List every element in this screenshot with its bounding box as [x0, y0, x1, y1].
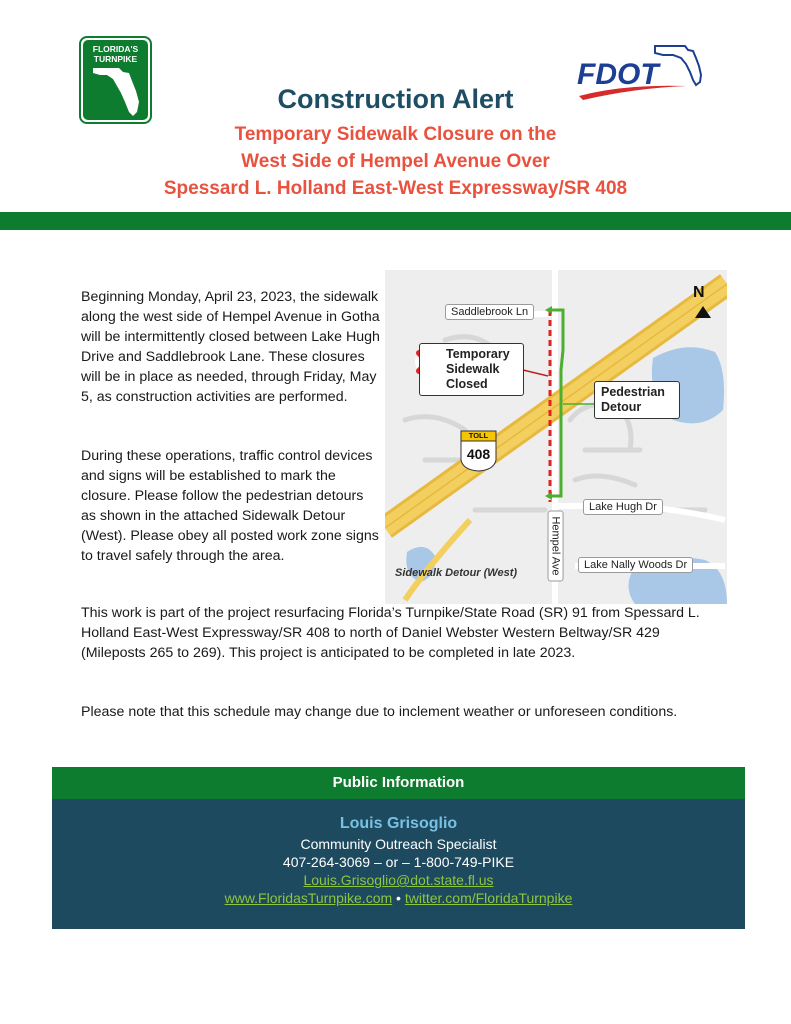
svg-text:FLORIDA'S: FLORIDA'S [92, 44, 139, 54]
public-information-heading: Public Information [52, 767, 745, 799]
web-links-row [52, 890, 745, 906]
schedule-note-paragraph: Please note that this schedule may change due to inclement weather or unforeseen conditions. [81, 704, 678, 720]
pedestrian-detour-callout: Pedestrian Detour [594, 381, 680, 419]
toll-label: TOLL [468, 431, 489, 440]
hempel-ave-label: Hempel Ave [548, 510, 564, 581]
public-information-panel [52, 799, 745, 929]
contact-name: Louis Grisoglio [339, 815, 458, 832]
contact-role: Community Outreach Specialist [300, 836, 497, 852]
website-link[interactable]: www.FloridasTurnpike.com [224, 890, 393, 906]
twitter-link[interactable]: twitter.com/FloridaTurnpike [404, 890, 573, 906]
lake-nally-woods-dr-label: Lake Nally Woods Dr [578, 557, 693, 573]
header-divider-bar [0, 212, 791, 230]
saddlebrook-ln-label: Saddlebrook Ln [445, 304, 534, 320]
contact-phone: 407-264-3069 – or – 1-800-749-PIKE [282, 854, 515, 870]
svg-text:FDOT: FDOT [577, 58, 659, 91]
subtitle-line-3: Spessard L. Holland East-West Expressway/SR 408 [163, 178, 628, 199]
subtitle-line-2: West Side of Hempel Avenue Over [241, 151, 550, 172]
north-indicator: N [693, 284, 705, 301]
subtitle-line-1: Temporary Sidewalk Closure on the [234, 124, 557, 145]
intro-paragraph: Beginning Monday, April 23, 2023, the sidewalk along the west side of Hempel Avenue in Gotha will be intermittently closed between Lake Hugh Drive and Saddlebrook Lane. These closures will be in place as needed, through Friday, May 5, as construction activities are performed. [81, 289, 380, 405]
project-paragraph: This work is part of the project resurfacing Florida’s Turnpike/State Road (SR) 91 from Spessard L. Holland East-West Expressway/SR 408 to north of Daniel Webster Western Beltway/SR 429 (Mileposts 265 to 269). This project is anticipated to be completed in late 2023. [81, 605, 700, 661]
operations-paragraph: During these operations, traffic control devices and signs will be established to mark the closure. Please follow the pedestrian detours as shown in the attached Sidewalk Detour (West). Please obey all posted work zone signs to travel safely through the area. [81, 448, 379, 564]
lake-hugh-dr-label: Lake Hugh Dr [583, 499, 663, 515]
svg-text:TURNPIKE: TURNPIKE [93, 54, 138, 64]
contact-email-link[interactable]: Louis.Grisoglio@dot.state.fl.us [303, 872, 494, 888]
sr-408-toll-shield [460, 430, 497, 472]
page-title: Construction Alert [277, 84, 514, 114]
link-separator: • [396, 890, 401, 906]
temporary-sidewalk-closed-callout: Temporary Sidewalk Closed [419, 343, 524, 396]
route-number: 408 [466, 446, 491, 462]
detour-map [385, 270, 727, 604]
map-caption: Sidewalk Detour (West) [395, 567, 518, 579]
